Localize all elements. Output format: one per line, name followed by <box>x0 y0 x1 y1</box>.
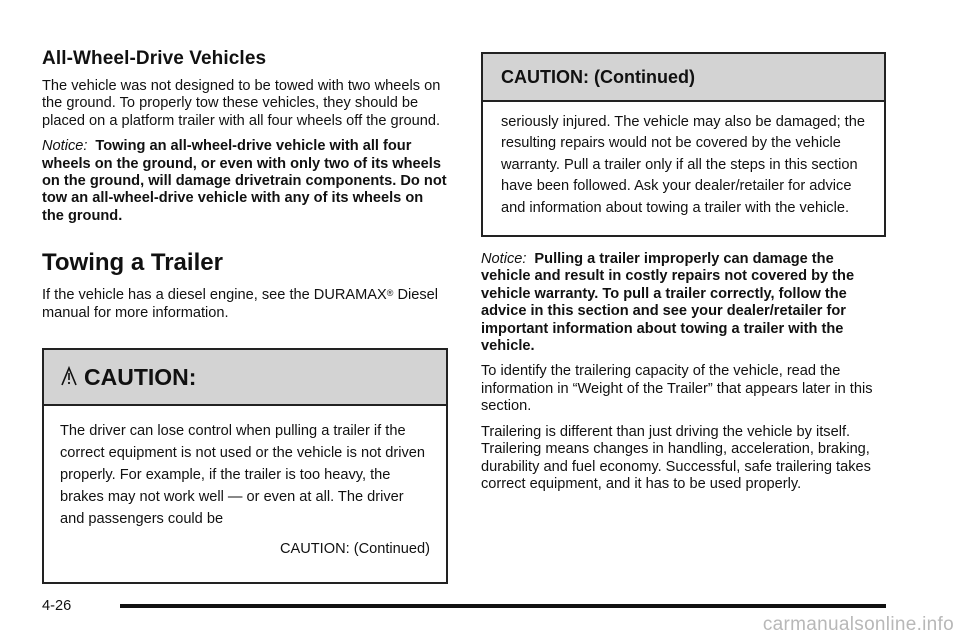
capacity-paragraph: To identify the trailering capacity of the vehicle, read the information in “Weight of the Trailer” that appears later in this section. <box>481 363 873 415</box>
trailer-notice <box>481 251 886 355</box>
awd-notice <box>42 138 448 225</box>
towing-heading: Towing a Trailer <box>42 249 223 277</box>
notice-label: Notice: <box>481 251 527 268</box>
caution-text: The driver can lose control when pulling a trailer if the correct equipment is not used or the vehicle is not driven properly. For example, if the trailer is too heavy, the brakes may not work well — or even at all. The driver and passengers could be <box>60 423 426 528</box>
footer-rule <box>120 604 886 608</box>
notice-label: Notice: <box>42 138 88 155</box>
awd-paragraph: The vehicle was not designed to be towed with two wheels on the ground. To properly tow these vehicles, they should be placed on a platform trailer with all four wheels off the ground. <box>42 78 441 129</box>
trailering-paragraph: Trailering is different than just driving the vehicle by itself. Trailering means changes in handling, acceleration, braking, durability and fuel economy. Successful, safe trailering takes correct equipment, and it has to be used properly. <box>481 423 871 492</box>
caution-box <box>42 348 448 584</box>
caution-continued-header: CAUTION: (Continued) <box>483 54 884 102</box>
right-column <box>481 0 886 493</box>
notice-text: Towing an all-wheel-drive vehicle with all four wheels on the ground, or even with only two of its wheels on the ground, will damage drivetrain components. Do not tow an all-wheel-drive vehicle with any of its wheels on the ground. <box>42 138 447 224</box>
caution-title: CAUTION: <box>84 363 197 390</box>
awd-heading: All-Wheel-Drive Vehicles <box>42 48 267 69</box>
caution-continued-label: CAUTION: (Continued) <box>279 541 430 558</box>
notice-text: Pulling a trailer improperly can damage the vehicle and result in costly repairs not covered by the vehicle warranty. To pull a trailer correctly, follow the advice in this section and see your dealer/retailer for important information about towing a trailer with the vehicle. <box>481 251 855 355</box>
left-column <box>42 0 448 584</box>
caution-continued-body: seriously injured. The vehicle may also be damaged; the resulting repairs would not be covered by the vehicle warranty. Pull a trailer only if all the steps in this section have been followed. Ask your dealer/retailer for advice and information about towing a trailer with the vehicle. <box>501 114 865 216</box>
diesel-paragraph: If the vehicle has a diesel engine, see the DURAMAX® Diesel manual for more information. <box>42 287 439 321</box>
caution-body <box>44 406 446 582</box>
caution-header <box>44 350 446 406</box>
watermark: carmanualsonline.info <box>762 614 954 635</box>
caution-continued-box <box>481 52 886 237</box>
page-number: 4-26 <box>42 598 72 614</box>
registered-mark: ® <box>386 288 394 299</box>
warning-triangle-icon <box>58 363 80 389</box>
